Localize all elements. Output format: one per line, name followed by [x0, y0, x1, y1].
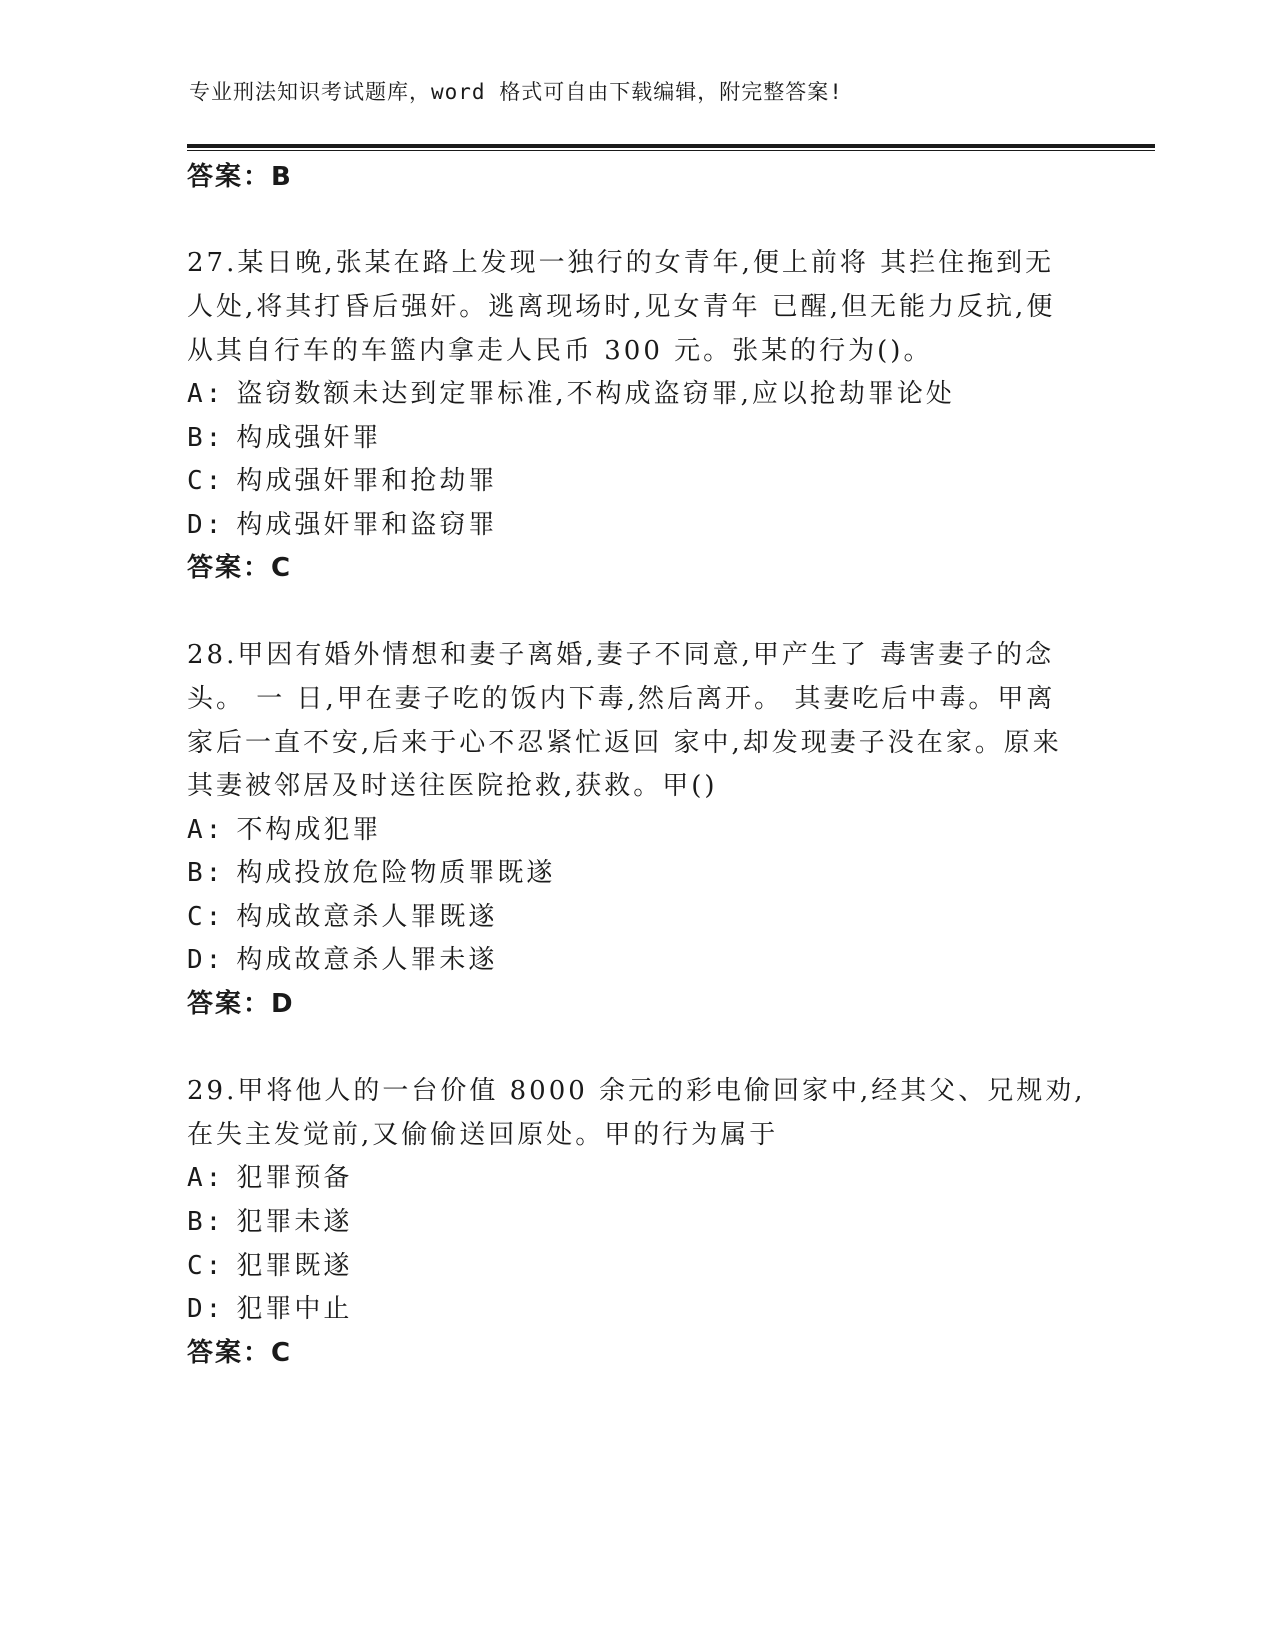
question-28-line-2: 头。 一 日,甲在妻子吃的饭内下毒,然后离开。 其妻吃后中毒。甲离	[187, 684, 1056, 714]
question-28-answer: 答案：D	[187, 989, 295, 1019]
question-29-option-c	[187, 1245, 352, 1282]
question-27-option-d	[187, 504, 497, 541]
question-29-option-a	[187, 1157, 352, 1194]
option-letter: A:	[187, 815, 225, 845]
option-text: 犯罪未遂	[236, 1207, 353, 1237]
option-text: 构成投放危险物质罪既遂	[236, 858, 556, 888]
question-28-line-3: 家后一直不安,后来于心不忍紧忙返回 家中,却发现妻子没在家。原来	[187, 728, 1062, 758]
option-text: 构成强奸罪	[236, 423, 382, 453]
option-letter: D:	[187, 945, 225, 975]
question-29-option-b	[187, 1201, 352, 1238]
question-27-line-1: 27.某日晚,张某在路上发现一独行的女青年,便上前将 其拦住拖到无	[187, 248, 1055, 278]
question-29-line-2: 在失主发觉前,又偷偷送回原处。甲的行为属于	[187, 1120, 779, 1150]
question-28-line-4: 其妻被邻居及时送往医院抢救,获救。甲()	[187, 771, 718, 801]
question-28-option-a	[187, 809, 381, 846]
option-letter: C:	[187, 466, 225, 496]
question-28-option-b	[187, 852, 555, 889]
option-letter: D:	[187, 510, 225, 540]
question-27-option-a	[187, 373, 955, 410]
option-text: 犯罪中止	[236, 1294, 353, 1324]
option-text: 不构成犯罪	[236, 815, 382, 845]
previous-answer: 答案：B	[187, 162, 293, 192]
option-letter: A:	[187, 1163, 225, 1193]
question-29-option-d	[187, 1288, 352, 1325]
question-28-option-c	[187, 896, 497, 933]
option-letter: A:	[187, 379, 225, 409]
question-29-answer: 答案：C	[187, 1338, 293, 1368]
question-27-answer: 答案：C	[187, 553, 293, 583]
header-rule-thin	[187, 150, 1155, 151]
option-letter: C:	[187, 1251, 225, 1281]
question-27-line-3: 从其自行车的车篮内拿走人民币 300 元。张某的行为()。	[187, 336, 933, 366]
question-27-option-c	[187, 460, 497, 497]
option-letter: B:	[187, 858, 225, 888]
question-27-line-2: 人处,将其打昏后强奸。逃离现场时,见女青年 已醒,但无能力反抗,便	[187, 292, 1056, 322]
option-text: 犯罪预备	[236, 1163, 353, 1193]
question-27-option-b	[187, 417, 381, 454]
option-text: 盗窃数额未达到定罪标准,不构成盗窃罪,应以抢劫罪论处	[236, 379, 955, 409]
page-header: 专业刑法知识考试题库，word 格式可自由下载编辑，附完整答案!	[189, 80, 843, 104]
option-text: 构成故意杀人罪未遂	[236, 945, 498, 975]
question-28-line-1: 28.甲因有婚外情想和妻子离婚,妻子不同意,甲产生了 毒害妻子的念	[187, 640, 1055, 670]
question-29-line-1: 29.甲将他人的一台价值 8000 余元的彩电偷回家中,经其父、兄规劝,	[187, 1076, 1086, 1106]
option-text: 犯罪既遂	[236, 1251, 353, 1281]
question-28-option-d	[187, 939, 497, 976]
header-rule-thick	[187, 144, 1155, 148]
option-letter: C:	[187, 902, 225, 932]
option-text: 构成故意杀人罪既遂	[236, 902, 498, 932]
option-letter: B:	[187, 1207, 225, 1237]
option-text: 构成强奸罪和盗窃罪	[236, 510, 498, 540]
option-letter: D:	[187, 1294, 225, 1324]
option-text: 构成强奸罪和抢劫罪	[236, 466, 498, 496]
option-letter: B:	[187, 423, 225, 453]
